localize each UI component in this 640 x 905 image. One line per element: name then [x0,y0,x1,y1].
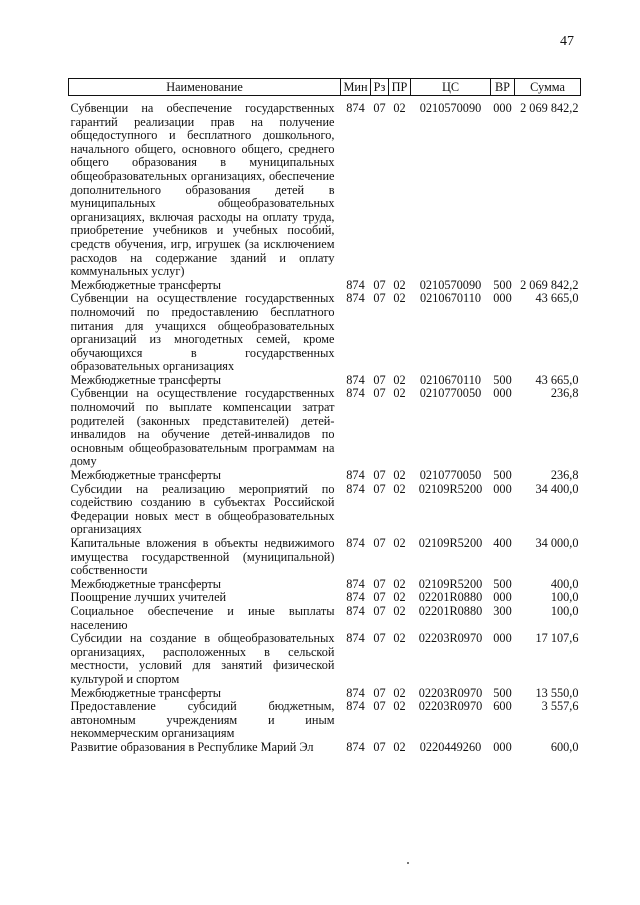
cell-rz: 07 [373,101,386,115]
cell-name: Субвенции на осуществление государственных полномочий по выплате компенсации затрат родителей (законных представителей) детей-инвалидов на обучение детей-инвалидов по основным общеобразовательным программам на дому [70,386,335,469]
cell-sum: 236,8 [550,386,579,401]
cell-pr: 02 [393,386,406,401]
cell-vr: 000 [493,481,512,496]
cell-cs: 0210570090 [419,277,482,292]
cell-pr: 02 [393,481,406,496]
cell-pr: 02 [393,101,406,115]
cell-name: Межбюджетные трансферты [70,372,222,387]
cell-name: Межбюджетные трансферты [70,685,222,700]
cell-cs: 02109R5200 [418,576,483,591]
cell-rz: 07 [373,590,386,605]
cell-vr: 600 [493,699,512,714]
cell-rz: 07 [373,739,386,754]
header-sum: Сумма [515,79,581,96]
cell-min: 874 [346,536,365,550]
header-vr: ВР [491,79,515,96]
cell-name: Субсидии на реализацию мероприятий по содействию созданию в субъектах Российской Федерации новых мест в общеобразовательных организациях [70,481,335,537]
table-body [69,96,581,755]
cell-vr: 000 [493,631,512,646]
cell-vr: 000 [493,291,512,306]
table-row [69,741,581,755]
cell-sum: 34 400,0 [535,481,579,496]
cell-vr: 300 [493,603,512,618]
table-row [69,279,581,293]
cell-cs: 02203R0970 [418,685,483,700]
cell-sum: 2 069 842,2 [520,101,579,115]
cell-min: 874 [346,291,365,306]
cell-vr: 000 [493,101,512,115]
cell-pr: 02 [393,277,406,292]
cell-rz: 07 [373,536,386,550]
cell-name: Социальное обеспечение и иные выплаты населению [70,603,335,632]
cell-min: 874 [346,685,365,700]
cell-pr: 02 [393,739,406,754]
cell-sum: 100,0 [550,603,579,618]
cell-sum: 600,0 [550,739,579,754]
table-row [69,387,581,469]
cell-cs: 0210670110 [419,372,482,387]
cell-pr: 02 [393,631,406,646]
cell-cs: 0210670110 [419,291,482,306]
cell-pr: 02 [393,372,406,387]
header-name: Наименование [69,79,341,96]
table-row [69,537,581,578]
cell-min: 874 [346,699,365,714]
cell-sum: 43 665,0 [535,291,579,306]
cell-name: Субвенции на обеспечение государственных гарантий реализации прав на получение общедоступного и бесплатного дошкольного, начального общего, основного общего, среднего общего образования в муниципальных общеобразовательных организациях, обеспечение дополнительного образования детей в муниципальных общеобразовательных организациях, включая расходы на оплату труда, приобретение учебников и учебных пособий, средств обучения, игр, игрушек (за исключением расходов на содержание зданий и оплату коммунальных услуг) [70,101,335,279]
header-cs: ЦС [411,79,491,96]
cell-name: Предоставление субсидий бюджетным, автономным учреждениям и иным некоммерческим организациям [70,699,335,741]
cell-vr: 400 [493,536,512,550]
cell-cs: 0210770050 [419,386,482,401]
cell-vr: 000 [493,590,512,605]
table-row [69,632,581,686]
page-number: 47 [560,34,574,49]
cell-name: Субсидии на создание в общеобразовательных организациях, расположенных в сельской местности, условий для занятий физической культурой и спортом [70,631,335,686]
cell-min: 874 [346,101,365,115]
cell-sum: 34 000,0 [535,536,579,550]
cell-pr: 02 [393,590,406,605]
cell-min: 874 [346,277,365,292]
cell-cs: 02201R0880 [418,603,483,618]
cell-sum: 400,0 [550,576,579,591]
cell-min: 874 [346,468,365,483]
table-row [69,700,581,741]
cell-min: 874 [346,481,365,496]
cell-rz: 07 [373,699,386,714]
cell-rz: 07 [373,372,386,387]
cell-sum: 3 557,6 [541,699,579,714]
cell-sum: 236,8 [550,468,579,483]
cell-min: 874 [346,590,365,605]
cell-cs: 02201R0880 [418,590,483,605]
cell-rz: 07 [373,291,386,306]
cell-pr: 02 [393,536,406,550]
table-row [69,483,581,537]
cell-min: 874 [346,372,365,387]
header-rz: Рз [371,79,389,96]
cell-vr: 500 [493,277,512,292]
table-row [69,469,581,483]
table-header-row [69,79,581,96]
cell-vr: 000 [493,739,512,754]
cell-rz: 07 [373,481,386,496]
cell-name: Поощрение лучших учителей [70,590,227,605]
budget-table [68,78,581,755]
cell-pr: 02 [393,603,406,618]
header-pr: ПР [389,79,411,96]
header-min: Мин [341,79,371,96]
cell-rz: 07 [373,386,386,401]
cell-name: Межбюджетные трансферты [70,277,222,292]
cell-cs: 0210570090 [419,101,482,115]
table-row [69,374,581,388]
cell-rz: 07 [373,631,386,646]
table-row [69,687,581,701]
cell-cs: 02109R5200 [418,536,483,550]
cell-cs: 02109R5200 [418,481,483,496]
cell-vr: 000 [493,386,512,401]
table-row [69,591,581,605]
scan-speck [407,862,409,864]
cell-pr: 02 [393,468,406,483]
cell-name: Капитальные вложения в объекты недвижимого имущества государственной (муниципальной) собственности [70,536,335,578]
cell-min: 874 [346,576,365,591]
cell-name: Субвенции на осуществление государственных полномочий по предоставлению бесплатного питания для учащихся общеобразовательных организаций из многодетных семей, кроме обучающихся в государственных образовательных организациях [70,291,335,374]
cell-sum: 2 069 842,2 [520,277,579,292]
cell-min: 874 [346,603,365,618]
cell-vr: 500 [493,685,512,700]
cell-cs: 02203R0970 [418,699,483,714]
cell-rz: 07 [373,277,386,292]
cell-sum: 13 550,0 [535,685,579,700]
cell-rz: 07 [373,468,386,483]
cell-sum: 100,0 [550,590,579,605]
cell-name: Развитие образования в Республике Марий Эл [70,739,314,754]
cell-pr: 02 [393,699,406,714]
cell-pr: 02 [393,291,406,306]
table-row [69,578,581,592]
cell-vr: 500 [493,576,512,591]
cell-pr: 02 [393,576,406,591]
cell-min: 874 [346,386,365,401]
cell-cs: 02203R0970 [418,631,483,646]
cell-cs: 0210770050 [419,468,482,483]
cell-name: Межбюджетные трансферты [70,576,222,591]
table-row [69,605,581,632]
cell-pr: 02 [393,685,406,700]
table-row [69,292,581,374]
table-row [69,96,581,279]
cell-rz: 07 [373,603,386,618]
cell-sum: 17 107,6 [535,631,579,646]
cell-name: Межбюджетные трансферты [70,468,222,483]
cell-rz: 07 [373,576,386,591]
cell-rz: 07 [373,685,386,700]
cell-vr: 500 [493,468,512,483]
cell-cs: 0220449260 [419,739,482,754]
cell-min: 874 [346,739,365,754]
cell-sum: 43 665,0 [535,372,579,387]
cell-vr: 500 [493,372,512,387]
cell-min: 874 [346,631,365,646]
